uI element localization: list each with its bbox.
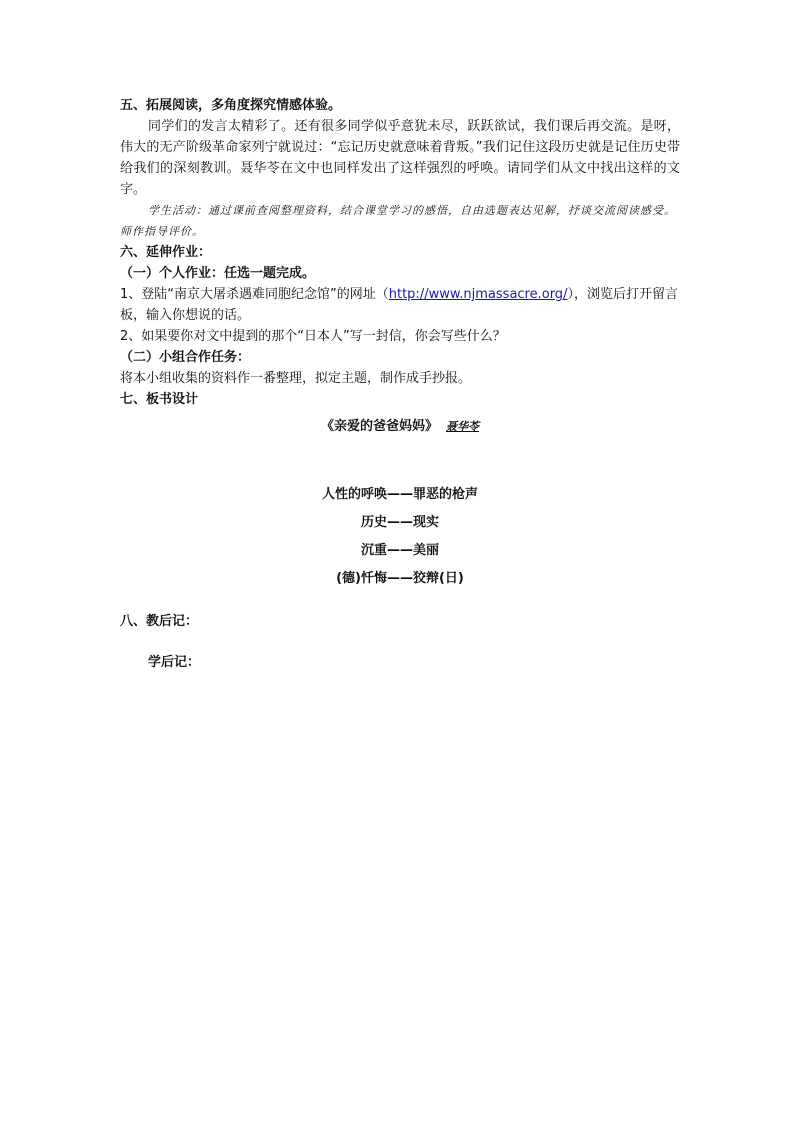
section-5-heading: 五、拓展阅读，多角度探究情感体验。	[120, 98, 342, 113]
homework-item-1-continued: 板，输入你想说的话。	[120, 308, 251, 323]
section-7-heading: 七、板书设计	[120, 392, 199, 407]
board-line-1: 人性的呼唤——罪恶的枪声	[321, 487, 478, 502]
homework-item-1-prefix: 1、登陆“南京大屠杀遇难同胞纪念馆”的网址（	[120, 287, 389, 302]
homework-item-1	[120, 284, 680, 305]
document-page	[120, 95, 680, 673]
student-activity-note: 学生活动：通过课前查阅整理资料，结合课堂学习的感悟，自由选题表达见解，抒谈交流阅读感受。师作指导评价。	[120, 204, 676, 238]
board-bottom-spacer	[120, 597, 680, 611]
board-author: 聂华苓	[446, 420, 479, 433]
board-line-2: 历史——现实	[360, 515, 439, 530]
board-line-4: (德)忏悔——狡辩(日)	[336, 571, 464, 586]
section-6-subheading-group: （二）小组合作任务：	[120, 350, 251, 365]
group-task-text: 将本小组收集的资料作一番整理，拟定主题，制作成手抄报。	[120, 371, 472, 386]
section-8-spacer	[120, 632, 680, 652]
section-6-subheading-individual: （一）个人作业：任选一题完成。	[120, 266, 316, 281]
board-title-line	[120, 416, 680, 437]
board-spacer	[120, 437, 680, 485]
after-study-notes-label: 学后记：	[148, 655, 201, 670]
board-line-3: 沉重——美丽	[360, 543, 439, 558]
homework-item-1-suffix: ），浏览后打开留言	[567, 287, 678, 302]
section-8-heading: 八、教后记：	[120, 614, 199, 629]
board-title: 《亲爱的爸爸妈妈》	[320, 419, 438, 434]
memorial-website-link[interactable]: http://www.njmassacre.org/	[388, 287, 568, 302]
section-5-paragraph: 同学们的发言太精彩了。还有很多同学似乎意犹未尽，跃跃欲试，我们课后再交流。是呀，伟大的无产阶级革命家列宁就说过：“忘记历史就意味着背叛。”我们记住这段历史就是记住历史带给我们的深刻教训。聂华苓在文中也同样发出了这样强烈的呼唤。请同学们从文中找出这样的文字。	[120, 119, 680, 197]
homework-item-2: 2、如果要你对文中提到的那个“日本人”写一封信，你会写些什么？	[120, 329, 506, 344]
section-6-heading: 六、延伸作业：	[120, 245, 212, 260]
